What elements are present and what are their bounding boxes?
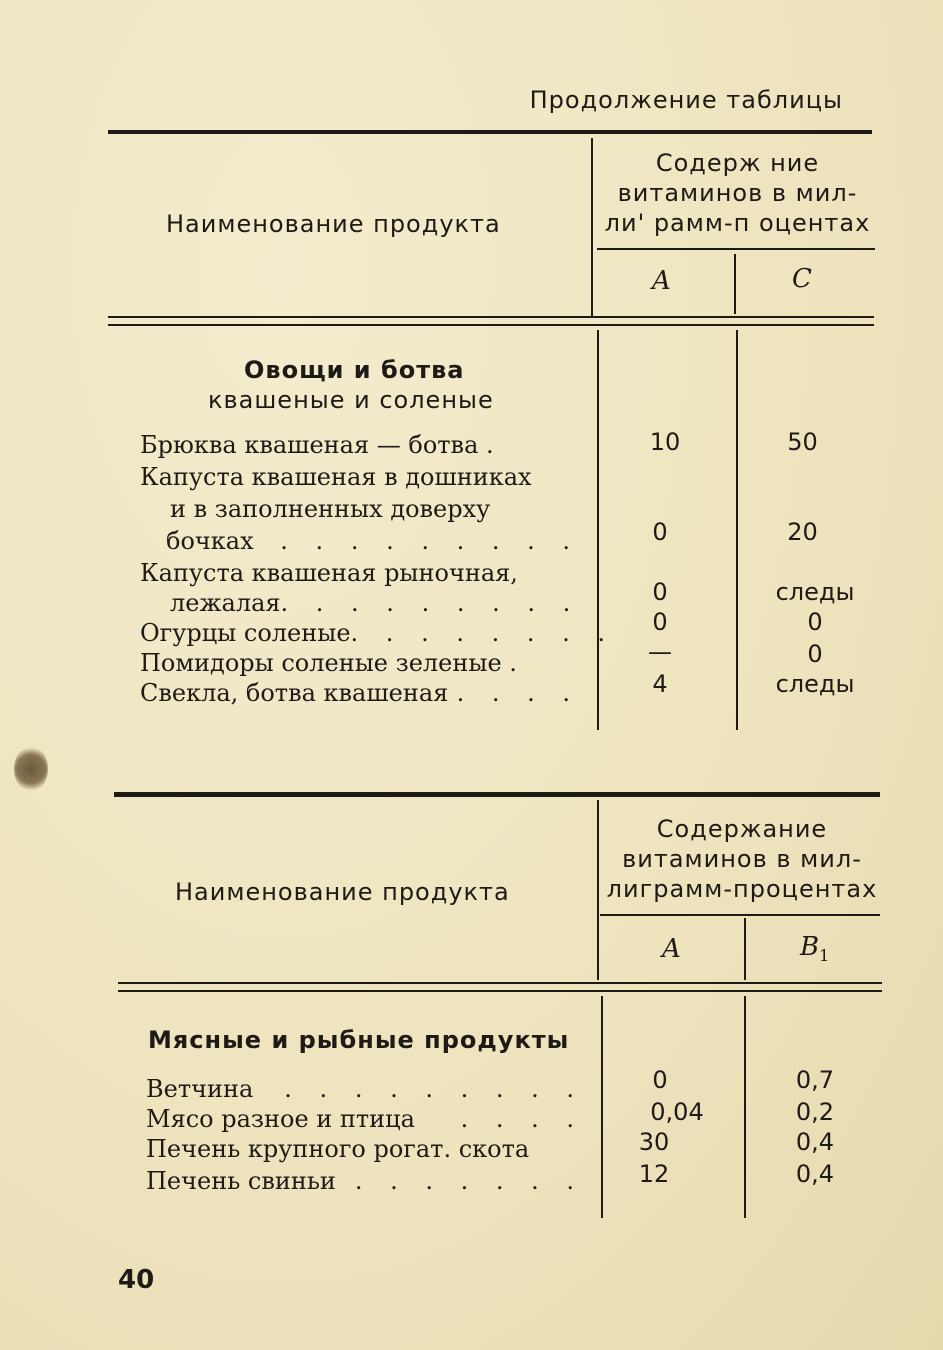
table2-row-name: Мясо разное и птица . . . . — [146, 1105, 584, 1133]
table1-header-rule-a — [108, 316, 874, 318]
table2-row-value-b1: 0,7 — [795, 1066, 835, 1094]
paper-stain — [14, 746, 48, 792]
table2-row-value-a: 30 — [638, 1128, 670, 1156]
table2-row-value-a: 12 — [638, 1160, 670, 1188]
table2-body-divider-2 — [744, 996, 746, 1218]
table2-name-header: Наименование продукта — [175, 878, 510, 906]
table1-top-rule — [108, 130, 872, 134]
table2-content-header — [602, 814, 882, 904]
table2-col-a-header: A — [662, 934, 681, 964]
table1-section-title: Овощи и ботва — [244, 356, 465, 384]
table2-row-name: Печень свиньи . . . . . . . — [146, 1167, 584, 1195]
table1-row-value-a: 0 — [652, 608, 668, 636]
table2-row-value-b1: 0,4 — [795, 1160, 835, 1188]
table2-row-name: Ветчина . . . . . . . . . — [146, 1075, 584, 1103]
continuation-label: Продолжение таблицы — [529, 86, 843, 114]
table1-content-header-line: Содерж ние — [655, 149, 820, 177]
table1-col-a-header: A — [652, 266, 671, 296]
table1-row-value-c: 50 — [787, 428, 818, 456]
table2-section-title: Мясные и рыбные продукты — [148, 1026, 570, 1054]
table1-content-header-line: ли' рамм-п оцентах — [604, 209, 871, 237]
table2-content-header-line: Содержание — [656, 815, 828, 843]
table2-body-divider-1 — [601, 996, 603, 1218]
table2-row-value-a: 0 — [652, 1066, 668, 1094]
table1-header-divider — [591, 138, 593, 316]
table2-row-value-b1: 0,4 — [795, 1128, 835, 1156]
table2-row-value-b1: 0,2 — [795, 1098, 835, 1126]
table2-col-b1-header: $B_1$ — [800, 932, 830, 966]
table1-row-value-c: 0 — [807, 608, 823, 636]
table1-col-divider-header — [734, 254, 736, 314]
table1-row-name: лежалая . . . . . . . . . — [170, 589, 581, 617]
table1-row-name: бочках . . . . . . . . . — [166, 527, 580, 555]
table2-subheader-rule — [600, 914, 880, 916]
table2-top-rule — [114, 792, 880, 797]
table1-row-value-c: 0 — [807, 640, 823, 668]
table1-row-value-c: следы — [775, 578, 855, 606]
page-number: 40 — [118, 1265, 155, 1295]
table1-row-value-c: 20 — [787, 518, 818, 546]
table1-row-name: Огурцы соленые . . . . . . . . — [140, 619, 615, 647]
table1-row-value-a: 4 — [652, 670, 668, 698]
table2-row-name: Печень крупного рогат. скота — [146, 1135, 530, 1163]
table2-row-value-a: 0,04 — [650, 1098, 704, 1126]
table1-name-header: Наименование продукта — [166, 210, 501, 238]
table1-col-c-header: C — [792, 264, 812, 294]
table1-body-divider-1 — [597, 330, 599, 730]
table1-subheader-rule — [597, 248, 875, 250]
table1-row-value-c: следы — [775, 670, 855, 698]
table2-header-divider — [597, 800, 599, 980]
table1-row-value-a: 0 — [652, 518, 668, 546]
table1-body-divider-2 — [736, 330, 738, 730]
table1-row-name: Брюква квашеная — ботва . — [140, 431, 494, 459]
table1-row-value-a: 10 — [649, 428, 681, 456]
table1-content-header — [600, 148, 875, 238]
table1-row-name-line: Капуста квашеная рыночная, — [140, 559, 518, 587]
table2-col-divider-header — [744, 918, 746, 980]
table1-section-subtitle: квашеные и соленые — [208, 386, 494, 414]
table1-row-name-line: и в заполненных доверху — [170, 495, 491, 523]
table1-row-value-a: — — [648, 638, 672, 666]
table1-row-name: Помидоры соленые зеленые . — [140, 649, 517, 677]
table1-row-name-line: Капуста квашеная в дошниках — [140, 463, 532, 491]
table1-header-rule-b — [108, 324, 874, 326]
table1-row-value-a: 0 — [652, 578, 668, 606]
table2-content-header-line: лиграмм-процентах — [606, 875, 878, 903]
table2-content-header-line: витаминов в мил- — [622, 845, 862, 873]
table2-header-rule-b — [118, 990, 882, 992]
table1-row-name: Свекла, ботва квашеная . . . . — [140, 679, 580, 707]
table2-header-rule-a — [118, 982, 882, 984]
table1-content-header-line: витаминов в мил- — [617, 179, 858, 207]
